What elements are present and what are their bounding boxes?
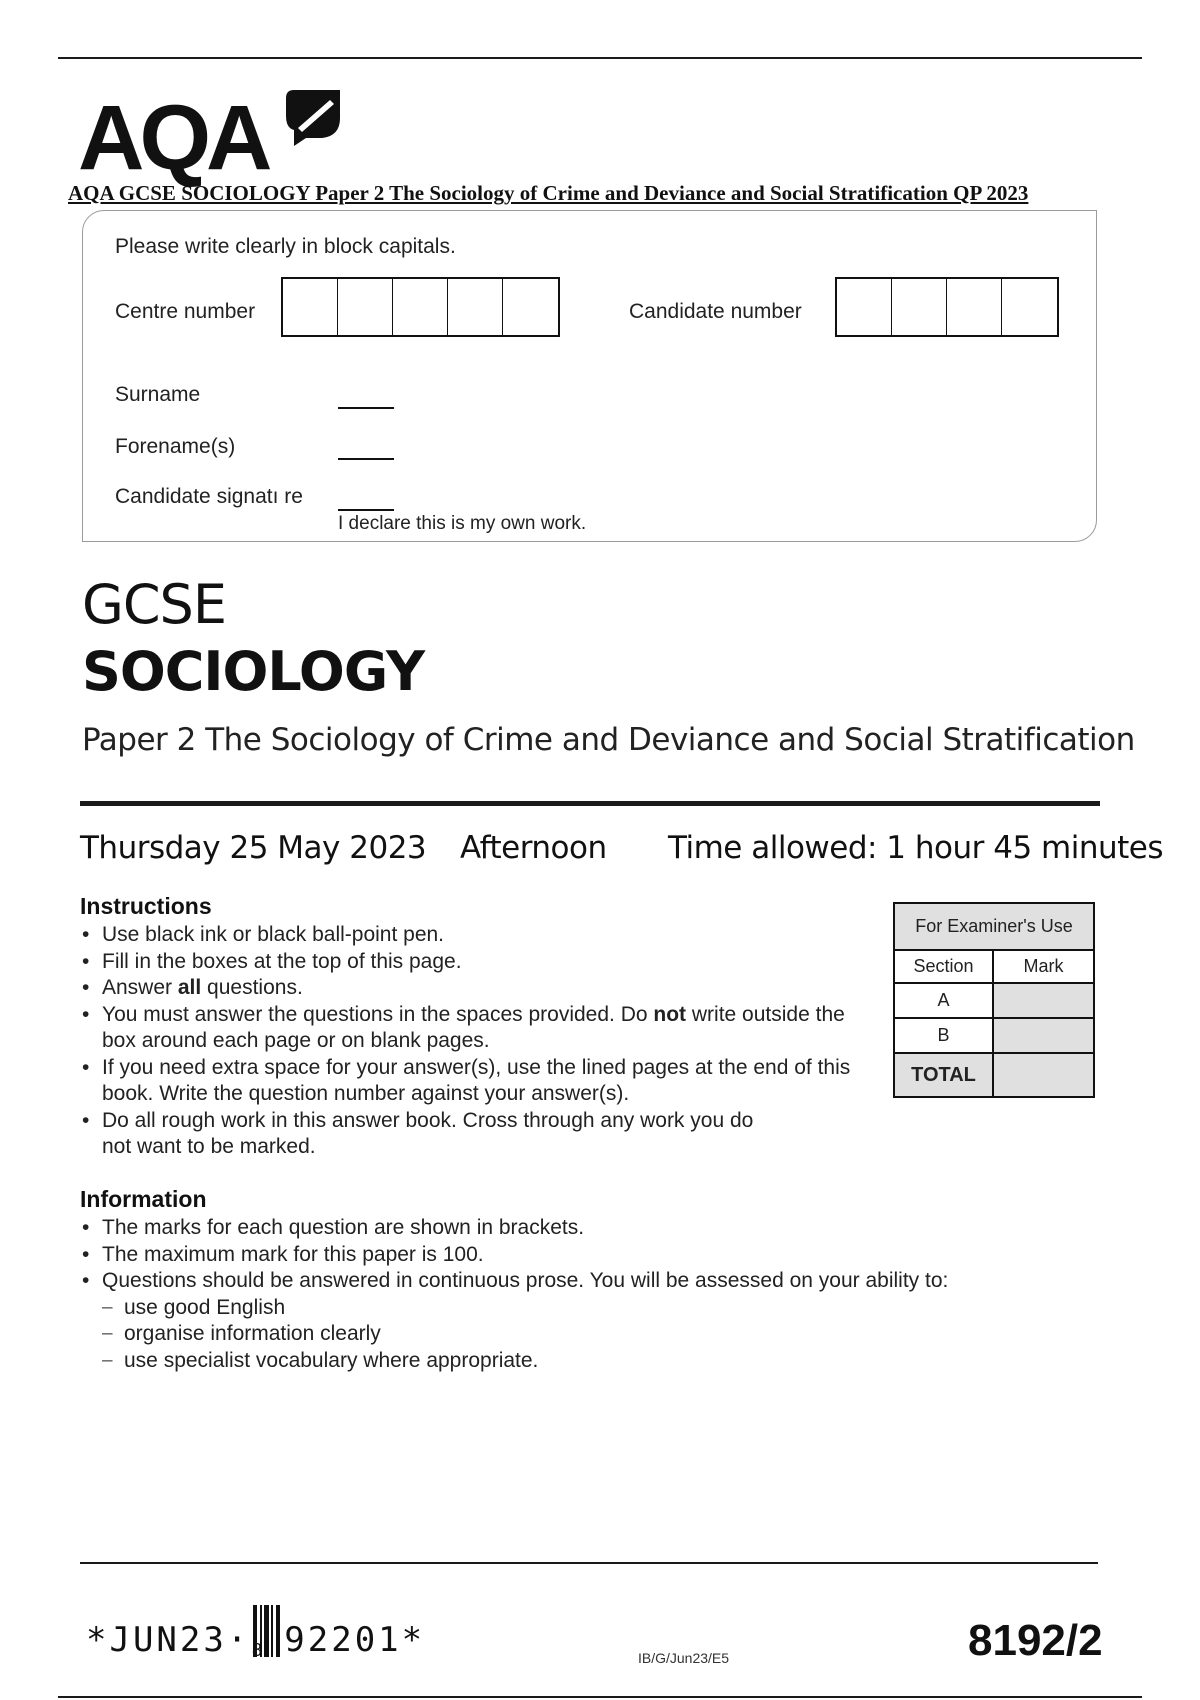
forename-input-line[interactable] — [338, 458, 394, 460]
paper-reference: IB/G/Jun23/E5 — [638, 1650, 730, 1666]
time-allowed: Time allowed: 1 hour 45 minutes — [668, 830, 1164, 866]
candidate-number-boxes[interactable] — [835, 277, 1059, 337]
candidate-number-cell[interactable] — [892, 279, 947, 335]
footer-rule — [80, 1562, 1098, 1564]
list-item: • If you need extra space for your answer(s), use the lined pages at the end of this book. Write the question number against your answer(s). — [80, 1055, 860, 1108]
centre-number-cell[interactable] — [338, 279, 393, 335]
thick-divider — [80, 801, 1100, 806]
bottom-rule — [58, 1696, 1142, 1698]
barcode-number: 8 — [252, 1640, 263, 1660]
exam-date: Thursday 25 May 2023 — [80, 830, 427, 866]
emphasis: all — [177, 976, 202, 999]
paper-code: 8192/2 — [968, 1616, 1103, 1665]
barcode-text-end: 92201* — [284, 1620, 426, 1660]
document-title: AQA GCSE SOCIOLOGY Paper 2 The Sociology of Crime and Deviance and Social Stratification QP 2023 — [68, 181, 1029, 205]
list-item: • Answer all questions. — [80, 975, 860, 1002]
candidate-number-cell[interactable] — [837, 279, 892, 335]
sub-list-item: – organise information clearly — [102, 1321, 1130, 1348]
section-b-mark — [993, 1018, 1094, 1053]
list-item: • The marks for each question are shown in brackets. — [80, 1215, 1130, 1242]
mark-column-header: Mark — [993, 950, 1094, 983]
surname-input-line[interactable] — [338, 407, 394, 409]
emphasis: not — [653, 1002, 687, 1026]
sub-list-item: – use good English — [102, 1295, 1130, 1322]
centre-number-cell[interactable] — [503, 279, 558, 335]
block-capitals-instruction: Please write clearly in block capitals. — [115, 235, 456, 258]
list-item — [80, 1268, 1130, 1374]
section-a-mark — [993, 983, 1094, 1018]
signature-label: Candidate signatı re — [115, 485, 303, 508]
total-label: TOTAL — [894, 1053, 993, 1097]
total-mark — [993, 1053, 1094, 1097]
sub-list-item: – use specialist vocabulary where appropriate. — [102, 1348, 1130, 1375]
information-list — [80, 1215, 1130, 1374]
list-item: • Use black ink or black ball-point pen. — [80, 922, 860, 949]
subject-title: SOCIOLOGY — [82, 640, 425, 703]
exam-session: Afternoon — [460, 830, 607, 866]
signature-input-line[interactable] — [338, 509, 394, 511]
list-item: • The maximum mark for this paper is 100. — [80, 1242, 1130, 1269]
candidate-number-label: Candidate number — [629, 300, 802, 323]
aqa-logo — [78, 82, 348, 189]
centre-number-cell[interactable] — [283, 279, 338, 335]
ability-sublist — [102, 1295, 1130, 1375]
centre-number-cell[interactable] — [448, 279, 503, 335]
declaration-text: I declare this is my own work. — [338, 513, 587, 534]
top-rule — [58, 57, 1142, 59]
section-b-label: B — [894, 1018, 993, 1053]
centre-number-label: Centre number — [115, 300, 256, 323]
candidate-number-cell[interactable] — [947, 279, 1002, 335]
candidate-details-box — [82, 210, 1097, 542]
centre-number-boxes[interactable] — [281, 277, 560, 337]
candidate-number-cell[interactable] — [1002, 279, 1057, 335]
logo-text: AQA — [78, 87, 268, 189]
examiners-use-title: For Examiner's Use — [894, 903, 1094, 950]
paper-title: Paper 2 The Sociology of Crime and Deviance and Social Stratification — [82, 722, 1135, 758]
list-item: • You must answer the questions in the spaces provided. Do not write outside the box around each page or on blank pages. — [80, 1002, 860, 1055]
barcode-text-start: *JUN23· — [86, 1620, 251, 1660]
qualification-level: GCSE — [82, 573, 226, 636]
aqa-logo-mark-icon — [284, 88, 342, 146]
section-column-header: Section — [894, 950, 993, 983]
examiners-use-table — [893, 902, 1095, 1098]
surname-label: Surname — [115, 383, 201, 406]
section-a-label: A — [894, 983, 993, 1018]
list-item: • Do all rough work in this answer book. Cross through any work you do not want to be marked. — [80, 1108, 782, 1161]
instructions-list — [80, 922, 860, 1161]
instructions-heading: Instructions — [80, 893, 212, 919]
centre-number-cell[interactable] — [393, 279, 448, 335]
information-heading: Information — [80, 1186, 207, 1212]
list-item-text: Questions should be answered in continuous prose. You will be assessed on your ability to: — [102, 1269, 949, 1292]
list-item: • Fill in the boxes at the top of this page. — [80, 949, 860, 976]
forename-label: Forename(s) — [115, 435, 236, 458]
